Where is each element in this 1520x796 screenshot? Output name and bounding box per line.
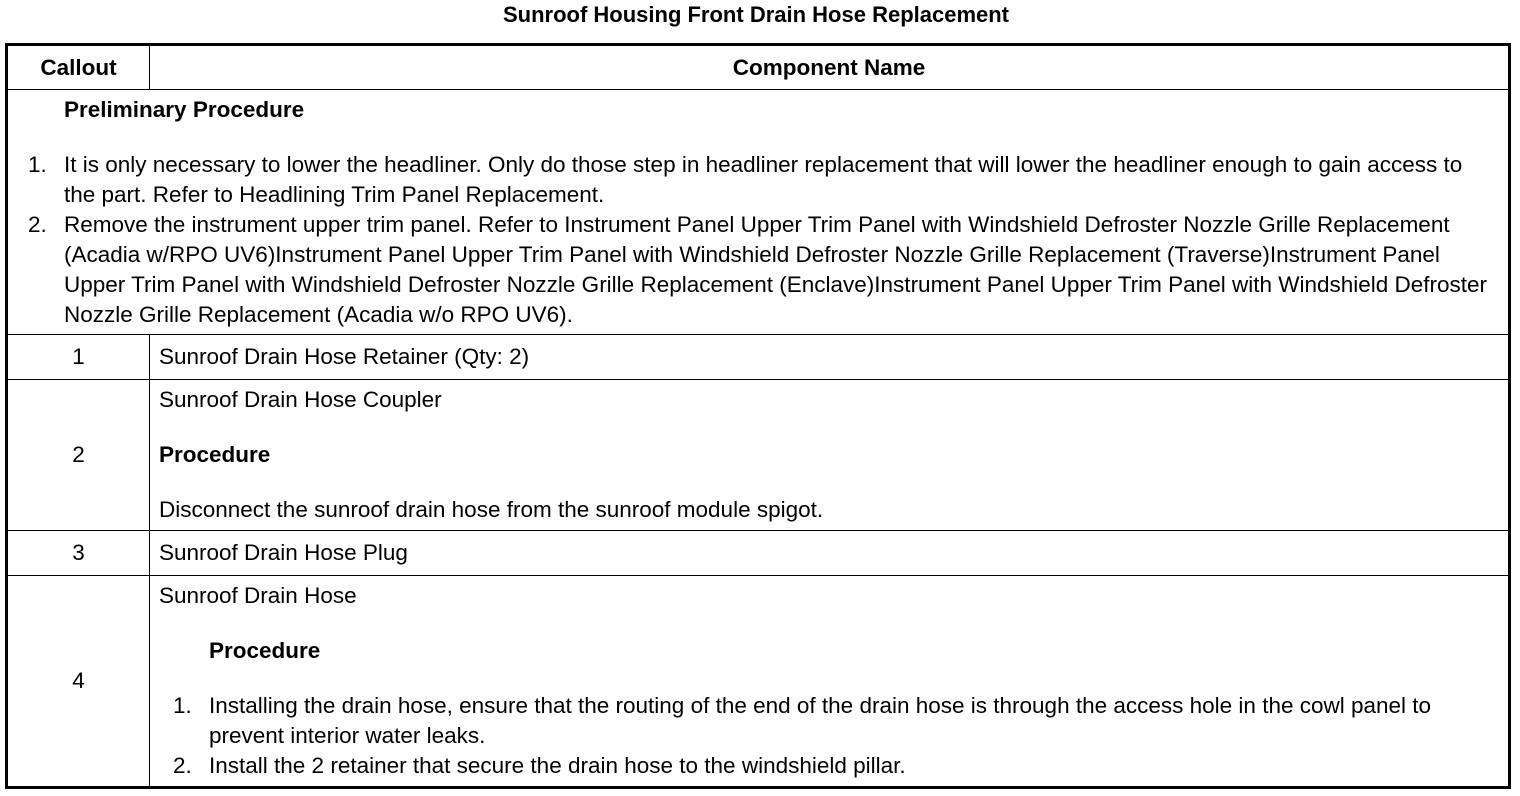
component-name-cell: Sunroof Drain Hose Retainer (Qty: 2) — [150, 335, 1510, 380]
list-item — [159, 691, 1498, 751]
component-name-cell — [150, 576, 1510, 788]
procedure-text: Disconnect the sunroof drain hose from the sunroof module spigot. — [159, 497, 824, 522]
preliminary-procedure-cell — [7, 90, 1510, 335]
step-text: Remove the instrument upper trim panel. Refer to Instrument Panel Upper Trim Panel with Windshield Defroster Nozzle Grille Replacement (Acadia w/RPO UV6)Instrument Panel Upper Trim Panel with Windshield Defroster Nozzle Grille Replacement (Traverse)Instrument Panel Upper Trim Panel with Windshield Defroster Nozzle Grille Replacement (Enclave)Instrument Panel Upper Trim Panel with Windshield Defroster Nozzle Grille Replacement (Acadia w/o RPO UV6). — [64, 212, 1488, 327]
preliminary-steps-list — [8, 150, 1496, 330]
preliminary-procedure-title: Preliminary Procedure — [64, 97, 305, 122]
step-number: 2. — [28, 212, 47, 237]
component-name-cell: Sunroof Drain Hose Plug — [150, 531, 1510, 576]
table-row — [7, 531, 1510, 576]
table-row — [7, 576, 1510, 788]
callout-cell: 3 — [7, 531, 150, 576]
component-name: Sunroof Drain Hose — [159, 583, 357, 608]
callout-cell: 2 — [7, 380, 150, 531]
step-text: Install the 2 retainer that secure the drain hose to the windshield pillar. — [209, 753, 906, 778]
step-text: It is only necessary to lower the headliner. Only do those step in headliner replacement that will lower the headliner enough to gain access to the part. Refer to Headlining Trim Panel Replacement. — [64, 152, 1463, 207]
procedure-title: Procedure — [209, 638, 321, 663]
table-row — [7, 380, 1510, 531]
procedure-steps-list — [159, 691, 1498, 781]
component-name-header: Component Name — [150, 45, 1510, 90]
step-number: 1. — [173, 693, 192, 718]
callout-cell: 1 — [7, 335, 150, 380]
table-row — [7, 335, 1510, 380]
list-item — [159, 751, 1498, 781]
procedure-table — [5, 43, 1511, 789]
list-item — [8, 210, 1496, 330]
table-header-row — [7, 45, 1510, 90]
callout-header: Callout — [7, 45, 150, 90]
list-item — [8, 150, 1496, 210]
document-title: Sunroof Housing Front Drain Hose Replacement — [502, 2, 1010, 27]
component-name-cell — [150, 380, 1510, 531]
step-number: 2. — [173, 753, 192, 778]
step-number: 1. — [28, 152, 47, 177]
component-name: Sunroof Drain Hose Coupler — [159, 387, 442, 412]
callout-cell: 4 — [7, 576, 150, 788]
preliminary-procedure-row — [7, 90, 1510, 335]
step-text: Installing the drain hose, ensure that the routing of the end of the drain hose is through the access hole in the cowl panel to prevent interior water leaks. — [209, 693, 1432, 748]
procedure-title: Procedure — [159, 442, 271, 467]
